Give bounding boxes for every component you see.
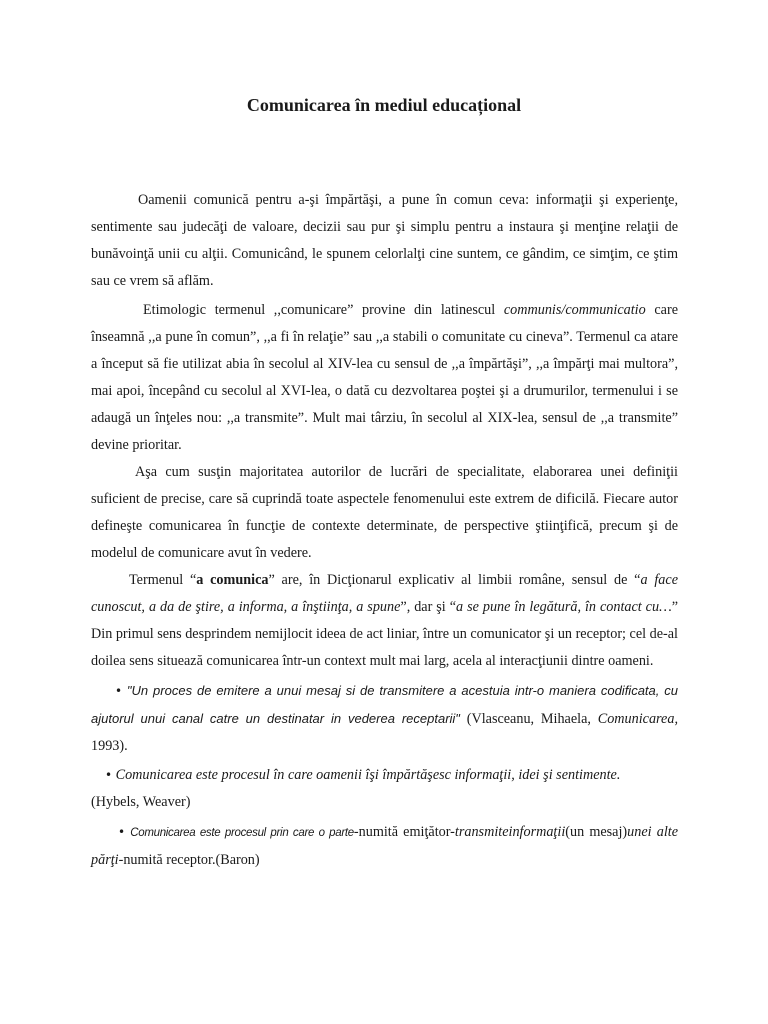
term-a-comunica: a comunica — [196, 572, 269, 588]
bullet-item-2 — [91, 762, 678, 816]
document-body — [91, 187, 678, 874]
page-title: Comunicarea în mediul educațional — [246, 95, 522, 115]
source-2: (Hybels, Weaver) — [91, 794, 191, 810]
definition-quote-2: Comunicarea este procesul în care oamenii îşi împărtăşesc informaţii, idei şi sentimente. — [115, 767, 621, 783]
paragraph-2-text-c: care înseamnă ,,a pune în comun”, ,,a fi în relaţie” sau ,,a stabili o comunitate cu cineva”. Termenul ca atare a început să fie utilizat abia în secolul al XIV-lea cu sensul de ,,a împărtăşi”, ,,a împărţi mai multora”, mai apoi, începând cu secolul al XVI-lea, o dată cu dezvoltarea poştei şi a drumurilor, termenului i se adaugă un înţeles nou: ,,a transmite”. Mult mai târziu, în secolul al XIX-lea, sensul de ,,a transmite” devine prioritar. — [91, 302, 678, 453]
definition-quote-1: "Un proces de emitere a unui mesaj si de transmitere a acestuia intr-o maniera codificata, cu ajutorul unui canal catre un destinatar in vederea receptarii" — [91, 683, 679, 726]
bullet-icon: • — [118, 825, 126, 839]
definition-quote-3-f: -numită receptor.(Baron) — [118, 852, 260, 868]
source-1-a: (Vlasceanu, Mihaela, — [459, 711, 598, 727]
definition-sense-2: a se pune în legătură, în contact cu… — [456, 599, 672, 615]
definition-quote-3-b: -numită emiţător- — [353, 824, 455, 840]
paragraph-4-text-g: ” Din primul sens desprindem nemijlocit ideea de act liniar, între un comunicator şi un receptor; cel de-al doilea sens situează comunicarea într-un context mult mai larg, acela al interacţiunii dintre oameni. — [91, 599, 678, 669]
paragraph-4 — [91, 567, 678, 675]
paragraph-4-text-c: ” are, în Dicţionarul explicativ al limbii române, sensul de “ — [268, 572, 641, 588]
bullet-item-1 — [91, 677, 678, 760]
definition-quote-3-e: unei alte părţi — [91, 824, 679, 868]
paragraph-4-text-a: Termenul “ — [129, 572, 197, 588]
bullet-item-3 — [91, 819, 678, 874]
definition-quote-3-a: Comunicarea este procesul prin care o parte — [130, 827, 354, 839]
latin-term: communis/communicatio — [503, 302, 646, 318]
paragraph-3: Aşa cum susţin majoritatea autorilor de lucrări de specialitate, elaborarea unei definiţii suficient de precise, care să cuprindă toate aspectele fenomenului este extrem de dificilă. Fiecare autor defineşte comunicarea în funcţie de contexte determinate, de perspective ştiinţifică, precum şi de modelul de comunicare avut în vedere. — [91, 464, 678, 561]
source-1-title: Comunicarea, — [597, 711, 678, 727]
bullet-icon: • — [105, 768, 113, 782]
paragraph-1: Oamenii comunică pentru a-şi împărtăşi, a pune în comun ceva: informaţii şi experienţe, sentimente sau judecăţi de valoare, decizii sau pur şi simplu pentru a instaura şi menţine relaţii de bunăvoinţă unii cu alţii. Comunicând, le spunem celorlalţi cine suntem, ce gândim, ce simţim, ce ştim sau ce vrem să aflăm. — [91, 192, 678, 289]
paragraph-2 — [91, 297, 678, 459]
bullet-icon: • — [115, 684, 123, 698]
paragraph-4-text-e: ”, dar şi “ — [400, 599, 457, 615]
definition-quote-3-c: transmiteinformaţii — [454, 824, 566, 840]
source-1-c: 1993). — [91, 738, 128, 754]
definition-quote-3-d: (un mesaj) — [565, 824, 628, 840]
definition-sense-1: a face cunoscut, a da de ştire, a informa, a înştiinţa, a spune — [91, 572, 678, 615]
paragraph-2-text-a: Etimologic termenul ,,comunicare” provine din latinescul — [143, 302, 504, 318]
